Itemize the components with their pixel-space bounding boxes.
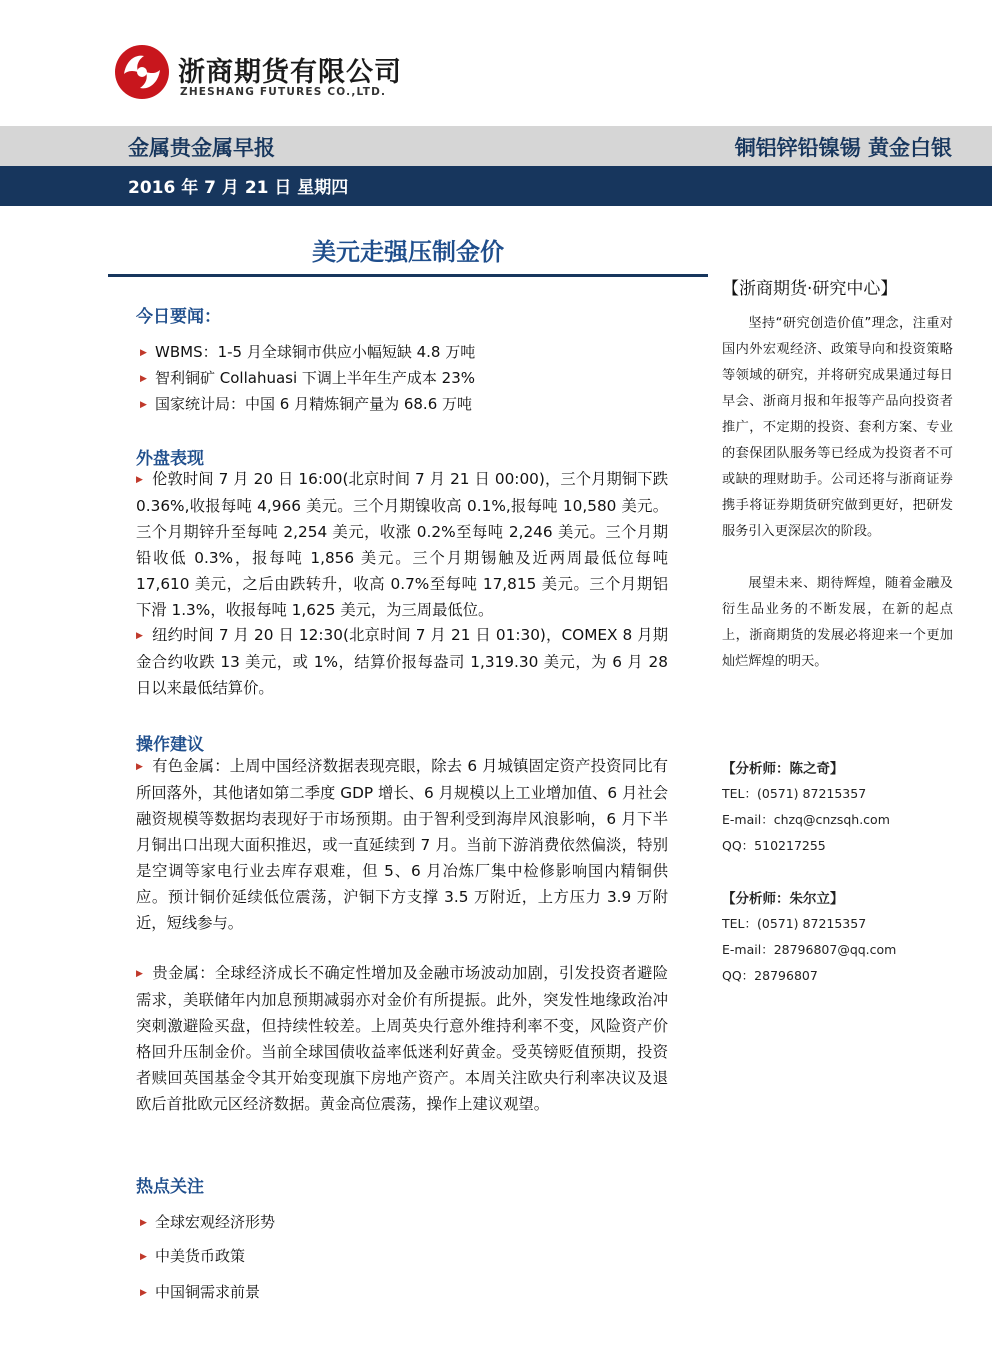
sidebar-header: 【浙商期货·研究中心】 [722,279,898,299]
arrow-bullet-icon: ▶ [136,475,143,485]
arrow-bullet-icon: ▶ [140,1252,147,1262]
analyst-tel: TEL：(0571) 87215357 [722,916,867,931]
arrow-bullet-icon: ▶ [136,762,143,772]
hotspot-item: ▶ 中美货币政策 [140,1247,246,1265]
section-heading-hotspots: 热点关注 [136,1177,204,1197]
section-heading-overseas: 外盘表现 [136,449,204,469]
arrow-bullet-icon: ▶ [140,1218,147,1228]
arrow-bullet-icon: ▶ [140,400,147,410]
company-name-cn: 浙商期货有限公司 [178,57,402,88]
report-title: 美元走强压制金价 [312,238,504,266]
arrow-bullet-icon: ▶ [140,348,147,358]
analyst-email: E-mail：28796807@qq.com [722,942,897,957]
analyst-email: E-mail：chzq@cnzsqh.com [722,812,890,827]
report-type: 金属贵金属早报 [128,136,275,160]
analyst-qq: QQ：28796807 [722,968,818,983]
arrow-bullet-icon: ▶ [140,1288,147,1298]
hotspot-item: ▶ 中国铜需求前景 [140,1283,261,1301]
company-logo-icon [114,44,170,100]
sidebar-intro-paragraph: 坚持“研究创造价值”理念，注重对国内外宏观经济、政策导向和投资策略等领域的研究，并将研究成果通过每日早会、浙商月报和年报等产品向投资者推广，不定期的投资、套利方案、专业的套保团队服务等已经成为投资者不可或缺的理财助手。公司还将与浙商证券携手将证券期货研究做到更好，把研发服务引入更深层次的阶段。 [722,316,953,539]
news-item: ▶ WBMS：1-5 月全球铜市供应小幅短缺 4.8 万吨 [140,343,476,361]
report-date: 2016 年 7 月 21 日 星期四 [128,178,349,198]
sidebar-outlook-paragraph: 展望未来、期待辉煌，随着金融及衍生品业务的不断发展，在新的起点上，浙商期货的发展必将迎来一个更加灿烂辉煌的明天。 [722,576,953,669]
overseas-paragraph: ▶ 纽约时间 7 月 20 日 12:30(北京时间 7 月 21 日 01:30)，COMEX 8 月期金合约收跌 13 美元，或 1%，结算价报每盎司 1,319.30 美元，为 6 月 28 日以来最低结算价。 [136,622,668,701]
overseas-paragraph: ▶ 伦敦时间 7 月 20 日 16:00(北京时间 7 月 21 日 00:00)，三个月期铜下跌 0.36%,收报每吨 4,966 美元。三个月期镍收高 0.1%,报每吨 10,580 美元。三个月期锌升至每吨 2,254 美元，收涨 0.2%至每吨 2,246 美元。三个月期铅收低 0.3%，报每吨 1,856 美元。三个月期锡触及近两周最低位每吨 17,610 美元，之后由跌转升，收高 0.7%至每吨 17,815 美元。三个月期铝下滑 1.3%，收报每吨 1,625 美元，为三周最低位。 [136,466,668,623]
analyst-qq: QQ：510217255 [722,838,826,853]
section-heading-advice: 操作建议 [136,735,204,755]
analyst-title: 【分析师：朱尔立】 [722,891,844,907]
analyst-title: 【分析师：陈之奇】 [722,761,844,777]
news-item: ▶ 智利铜矿 Collahuasi 下调上半年生产成本 23% [140,369,476,387]
arrow-bullet-icon: ▶ [136,631,143,641]
arrow-bullet-icon: ▶ [140,374,147,384]
advice-paragraph: ▶ 有色金属：上周中国经济数据表现亮眼，除去 6 月城镇固定资产投资同比有所回落外，其他诸如第二季度 GDP 增长、6 月规模以上工业增加值、6 月社会融资规模等数据均表现好于市场预期。由于智利受到海岸风浪影响，6 月下半月铜出口出现大面积推迟，或一直延续到 7 月。当前下游消费依然偏淡，特别是空调等家电行业去库存艰难，但 5、6 月冶炼厂集中检修影响国内精铜供应。预计铜价延续低位震荡，沪铜下方支撑 3.5 万附近，上方压力 3.9 万附近，短线参与。 [136,753,668,936]
section-heading-news: 今日要闻： [136,307,221,327]
arrow-bullet-icon: ▶ [136,969,143,979]
title-divider [108,274,708,277]
analyst-tel: TEL：(0571) 87215357 [722,786,867,801]
hotspot-item: ▶ 全球宏观经济形势 [140,1213,276,1231]
metals-covered: 铜铝锌铅镍锡 黄金白银 [734,136,952,160]
news-item: ▶ 国家统计局：中国 6 月精炼铜产量为 68.6 万吨 [140,395,473,413]
advice-paragraph: ▶ 贵金属：全球经济成长不确定性增加及金融市场波动加剧，引发投资者避险需求，美联储年内加息预期减弱亦对金价有所提振。此外，突发性地缘政治冲突刺激避险买盘，但持续性较差。上周英央行意外维持利率不变，风险资产价格回升压制金价。当前全球国债收益率低迷利好黄金。受英镑贬值预期，投资者赎回英国基金令其开始变现旗下房地产资产。本周关注欧央行利率决议及退欧后首批欧元区经济数据。黄金高位震荡，操作上建议观望。 [136,960,668,1117]
company-name-en: ZHESHANG FUTURES CO.,LTD. [180,86,387,98]
